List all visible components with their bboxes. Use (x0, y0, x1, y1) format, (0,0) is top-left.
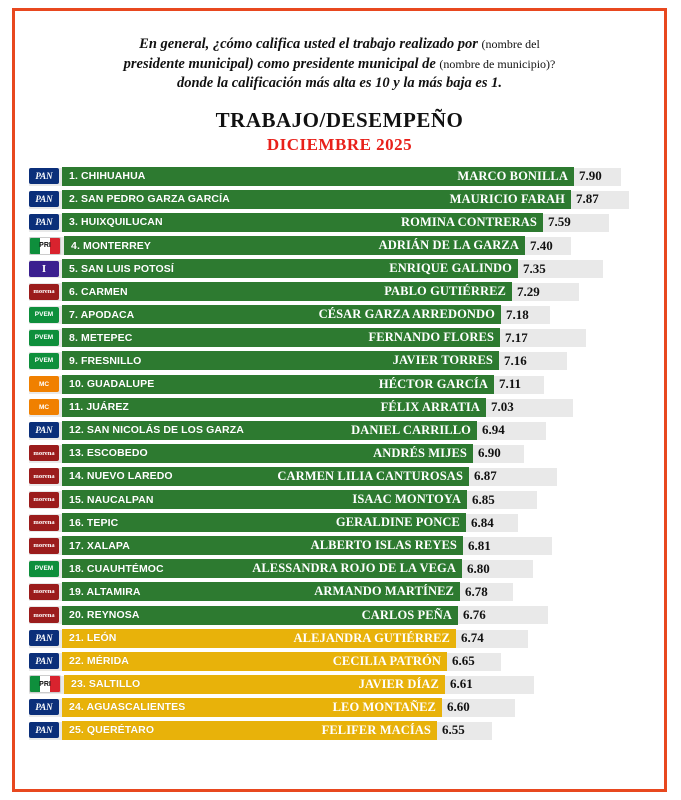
city-label: 18. CUAUHTÉMOC (69, 562, 164, 575)
question-line-2b: como presidente municipal de (253, 55, 440, 72)
ranking-bar (62, 351, 499, 370)
survey-question (47, 35, 632, 94)
ranking-bar (62, 259, 518, 278)
ranking-bar (62, 213, 543, 232)
city-label: 2. SAN PEDRO GARZA GARCÍA (69, 193, 230, 206)
table-row[interactable] (29, 580, 650, 603)
ranking-bar (64, 675, 445, 694)
score-value: 6.78 (465, 583, 488, 599)
score-value: 7.40 (530, 237, 553, 253)
mayor-name: MARCO BONILLA (457, 168, 568, 183)
city-label: 16. TEPIC (69, 516, 119, 529)
party-logo-morena: morena (29, 538, 59, 554)
table-row[interactable] (29, 465, 650, 488)
mayor-name: CECILIA PATRÓN (332, 653, 441, 668)
table-row[interactable] (29, 673, 650, 696)
party-logo-morena: morena (29, 468, 59, 484)
party-logo-morena: morena (29, 607, 59, 623)
party-logo-morena: morena (29, 445, 59, 461)
city-label: 17. XALAPA (69, 539, 130, 552)
table-row[interactable] (29, 188, 650, 211)
score-value: 7.11 (499, 376, 522, 392)
ranking-bar (62, 536, 463, 555)
ranking-bar (62, 328, 500, 347)
table-row[interactable] (29, 719, 650, 742)
city-label: 12. SAN NICOLÁS DE LOS GARZA (69, 424, 244, 437)
mayor-name: CÉSAR GARZA ARREDONDO (318, 307, 495, 322)
ranking-bar (62, 559, 462, 578)
party-logo-pan: PAN (29, 630, 59, 646)
mayor-name: GERALDINE PONCE (335, 515, 460, 530)
city-label: 11. JUÁREZ (69, 401, 129, 414)
ranking-bar (62, 167, 574, 186)
ranking-bar (64, 236, 525, 255)
ranking-bar (62, 606, 458, 625)
mayor-name: ISAAC MONTOYA (352, 492, 461, 507)
score-value: 7.03 (491, 399, 514, 415)
ranking-bar (62, 282, 512, 301)
mayor-name: HÉCTOR GARCÍA (378, 376, 488, 391)
mayor-name: CARLOS PEÑA (361, 607, 452, 622)
chart-title: TRABAJO/DESEMPEÑO (215, 107, 464, 132)
score-value: 6.55 (442, 722, 465, 738)
table-row[interactable] (29, 488, 650, 511)
table-row[interactable] (29, 627, 650, 650)
score-value: 6.81 (468, 537, 491, 553)
table-row[interactable] (29, 303, 650, 326)
mayor-name: JAVIER TORRES (392, 353, 493, 368)
city-label: 3. HUIXQUILUCAN (69, 216, 163, 229)
score-value: 7.90 (579, 168, 602, 184)
party-logo-pan: PAN (29, 722, 59, 738)
party-logo-pan: PAN (29, 699, 59, 715)
ranking-bar (62, 305, 501, 324)
poster-inner (15, 11, 664, 789)
ranking-bar (62, 190, 571, 209)
city-label: 1. CHIHUAHUA (69, 170, 146, 183)
ranking-bar (62, 467, 469, 486)
poster-frame (12, 8, 667, 792)
city-label: 7. APODACA (69, 308, 135, 321)
mayor-name: ALESSANDRA ROJO DE LA VEGA (252, 561, 456, 576)
table-row[interactable] (29, 534, 650, 557)
city-label: 21. LEÓN (69, 632, 117, 645)
score-value: 6.90 (478, 445, 501, 461)
party-logo-morena: morena (29, 284, 59, 300)
ranking-bar (62, 421, 477, 440)
city-label: 4. MONTERREY (71, 239, 151, 252)
mayor-name: ALBERTO ISLAS REYES (310, 538, 457, 553)
table-row[interactable] (29, 396, 650, 419)
table-row[interactable] (29, 419, 650, 442)
ranking-bar (62, 444, 473, 463)
ranking-bar (62, 652, 447, 671)
city-label: 5. SAN LUIS POTOSÍ (69, 262, 174, 275)
mayor-name: CARMEN LILIA CANTUROSAS (277, 468, 463, 483)
mayor-name: ALEJANDRA GUTIÉRREZ (293, 630, 450, 645)
city-label: 15. NAUCALPAN (69, 493, 154, 506)
question-line-2a: presidente municipal) (123, 55, 254, 72)
party-logo-pan: PAN (29, 168, 59, 184)
party-logo-mc: MC (29, 399, 59, 415)
party-logo-pvem: PVEM (29, 307, 59, 323)
table-row[interactable] (29, 603, 650, 626)
mayor-name: FERNANDO FLORES (368, 330, 494, 345)
city-label: 13. ESCOBEDO (69, 447, 148, 460)
ranking-bar (62, 398, 486, 417)
score-value: 6.61 (450, 676, 473, 692)
score-value: 6.87 (474, 468, 497, 484)
city-label: 24. AGUASCALIENTES (69, 701, 186, 714)
party-logo-morena: morena (29, 492, 59, 508)
ranking-list (29, 165, 650, 742)
mayor-name: PABLO GUTIÉRREZ (384, 284, 506, 299)
party-logo-pan: PAN (29, 214, 59, 230)
party-logo-pvem: PVEM (29, 561, 59, 577)
score-value: 7.59 (548, 214, 571, 230)
score-value: 7.29 (517, 283, 540, 299)
party-logo-independent: I (29, 261, 59, 277)
party-logo-mc: MC (29, 376, 59, 392)
mayor-name: FELIFER MACÍAS (321, 722, 431, 737)
table-row[interactable] (29, 650, 650, 673)
table-row[interactable] (29, 442, 650, 465)
table-row[interactable] (29, 257, 650, 280)
question-placeholder-1: (nombre del (481, 37, 540, 51)
party-logo-pan: PAN (29, 653, 59, 669)
ranking-bar (62, 513, 466, 532)
party-logo-morena: morena (29, 515, 59, 531)
table-row[interactable] (29, 696, 650, 719)
question-line-1: En general, ¿cómo califica usted el trabajo realizado por (139, 36, 482, 52)
table-row[interactable] (29, 373, 650, 396)
score-value: 6.84 (471, 514, 494, 530)
party-logo-pvem: PVEM (29, 330, 59, 346)
mayor-name: LEO MONTAÑEZ (332, 699, 436, 714)
city-label: 20. REYNOSA (69, 609, 140, 622)
mayor-name: DANIEL CARRILLO (351, 422, 471, 437)
score-value: 7.17 (505, 329, 528, 345)
score-value: 7.16 (504, 352, 527, 368)
score-value: 6.94 (482, 422, 505, 438)
party-logo-pri: PRI (29, 675, 61, 693)
table-row[interactable] (29, 511, 650, 534)
table-row[interactable] (29, 349, 650, 372)
party-logo-pvem: PVEM (29, 353, 59, 369)
score-value: 6.85 (472, 491, 495, 507)
ranking-bar (62, 721, 437, 740)
question-placeholder-2: (nombre de municipio)? (439, 56, 556, 71)
party-logo-pan: PAN (29, 422, 59, 438)
city-label: 14. NUEVO LAREDO (69, 470, 173, 483)
table-row[interactable] (29, 326, 650, 349)
score-value: 6.60 (447, 699, 470, 715)
mayor-name: ENRIQUE GALINDO (389, 261, 512, 276)
city-label: 10. GUADALUPE (69, 378, 155, 391)
score-value: 7.35 (523, 260, 546, 276)
city-label: 25. QUERÉTARO (69, 724, 155, 737)
score-value: 6.76 (463, 607, 486, 623)
mayor-name: ADRIÁN DE LA GARZA (378, 238, 519, 253)
ranking-bar (62, 375, 494, 394)
city-label: 9. FRESNILLO (69, 354, 142, 367)
table-row[interactable] (29, 165, 650, 188)
question-line-3: donde la calificación más alta es 10 y la más baja es 1. (176, 75, 503, 92)
score-value: 7.87 (576, 191, 599, 207)
ranking-bar (62, 490, 467, 509)
city-label: 8. METEPEC (69, 331, 133, 344)
mayor-name: JAVIER DÍAZ (358, 676, 439, 691)
mayor-name: ROMINA CONTRERAS (401, 214, 537, 229)
score-value: 6.74 (461, 630, 484, 646)
score-value: 6.65 (452, 653, 475, 669)
ranking-bar (62, 629, 456, 648)
mayor-name: ARMANDO MARTÍNEZ (314, 584, 454, 599)
score-value: 7.18 (506, 306, 529, 322)
mayor-name: ANDRÉS MIJES (373, 445, 467, 460)
city-label: 22. MÉRIDA (69, 655, 129, 668)
mayor-name: MAURICIO FARAH (449, 191, 565, 206)
city-label: 19. ALTAMIRA (69, 585, 141, 598)
city-label: 6. CARMEN (69, 285, 128, 298)
table-row[interactable] (29, 557, 650, 580)
table-row[interactable] (29, 280, 650, 303)
score-value: 6.80 (467, 560, 490, 576)
ranking-bar (62, 698, 442, 717)
mayor-name: FÉLIX ARRATIA (380, 399, 480, 414)
table-row[interactable] (29, 211, 650, 234)
table-row[interactable] (29, 234, 650, 257)
ranking-bar (62, 582, 460, 601)
party-logo-pri: PRI (29, 237, 61, 255)
party-logo-pan: PAN (29, 191, 59, 207)
chart-subtitle: DICIEMBRE 2025 (266, 134, 413, 154)
party-logo-morena: morena (29, 584, 59, 600)
city-label: 23. SALTILLO (71, 678, 141, 691)
